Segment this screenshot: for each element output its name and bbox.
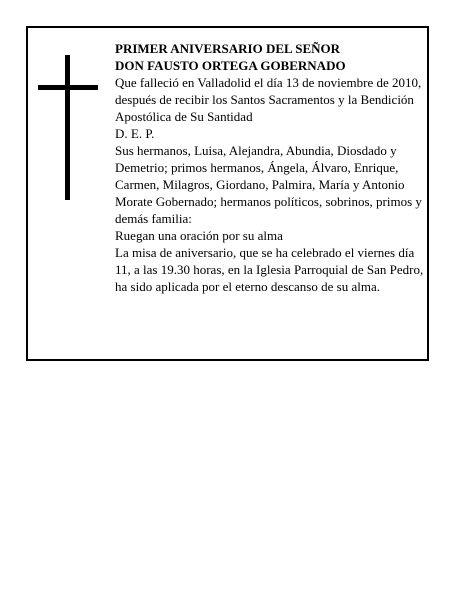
notice-text bbox=[115, 40, 425, 295]
mass-info: La misa de aniversario, que se ha celebrado el viernes día 11, a las 19.30 horas, en la Iglesia Parroquial de San Pedro, ha sido aplicada por el eterno descanso de su alma. bbox=[115, 245, 424, 294]
notice-title-line-2: DON FAUSTO ORTEGA GOBERNADO bbox=[115, 58, 346, 73]
dep-text: D. E. P. bbox=[115, 126, 155, 141]
family-list: Sus hermanos, Luisa, Alejandra, Abundia, Diosdado y Demetrio; primos hermanos, Ángela, Álvaro, Enrique, Carmen, Milagros, Giordano, Palmira, María y Antonio Morate Gobernado; hermanos políticos, sobrinos, primos y demás familia: bbox=[115, 143, 422, 226]
cross-horizontal-bar bbox=[38, 85, 98, 90]
prayer-request: Ruegan una oración por su alma bbox=[115, 228, 283, 243]
notice-title-line-1: PRIMER ANIVERSARIO DEL SEÑOR bbox=[115, 41, 341, 56]
death-info: Que falleció en Valladolid el día 13 de noviembre de 2010, después de recibir los Santos Sacramentos y la Bendición Apostólica de Su Santidad bbox=[115, 75, 422, 124]
cross-vertical-bar bbox=[65, 55, 70, 200]
obituary-notice bbox=[26, 26, 429, 361]
cross-icon bbox=[38, 55, 98, 200]
